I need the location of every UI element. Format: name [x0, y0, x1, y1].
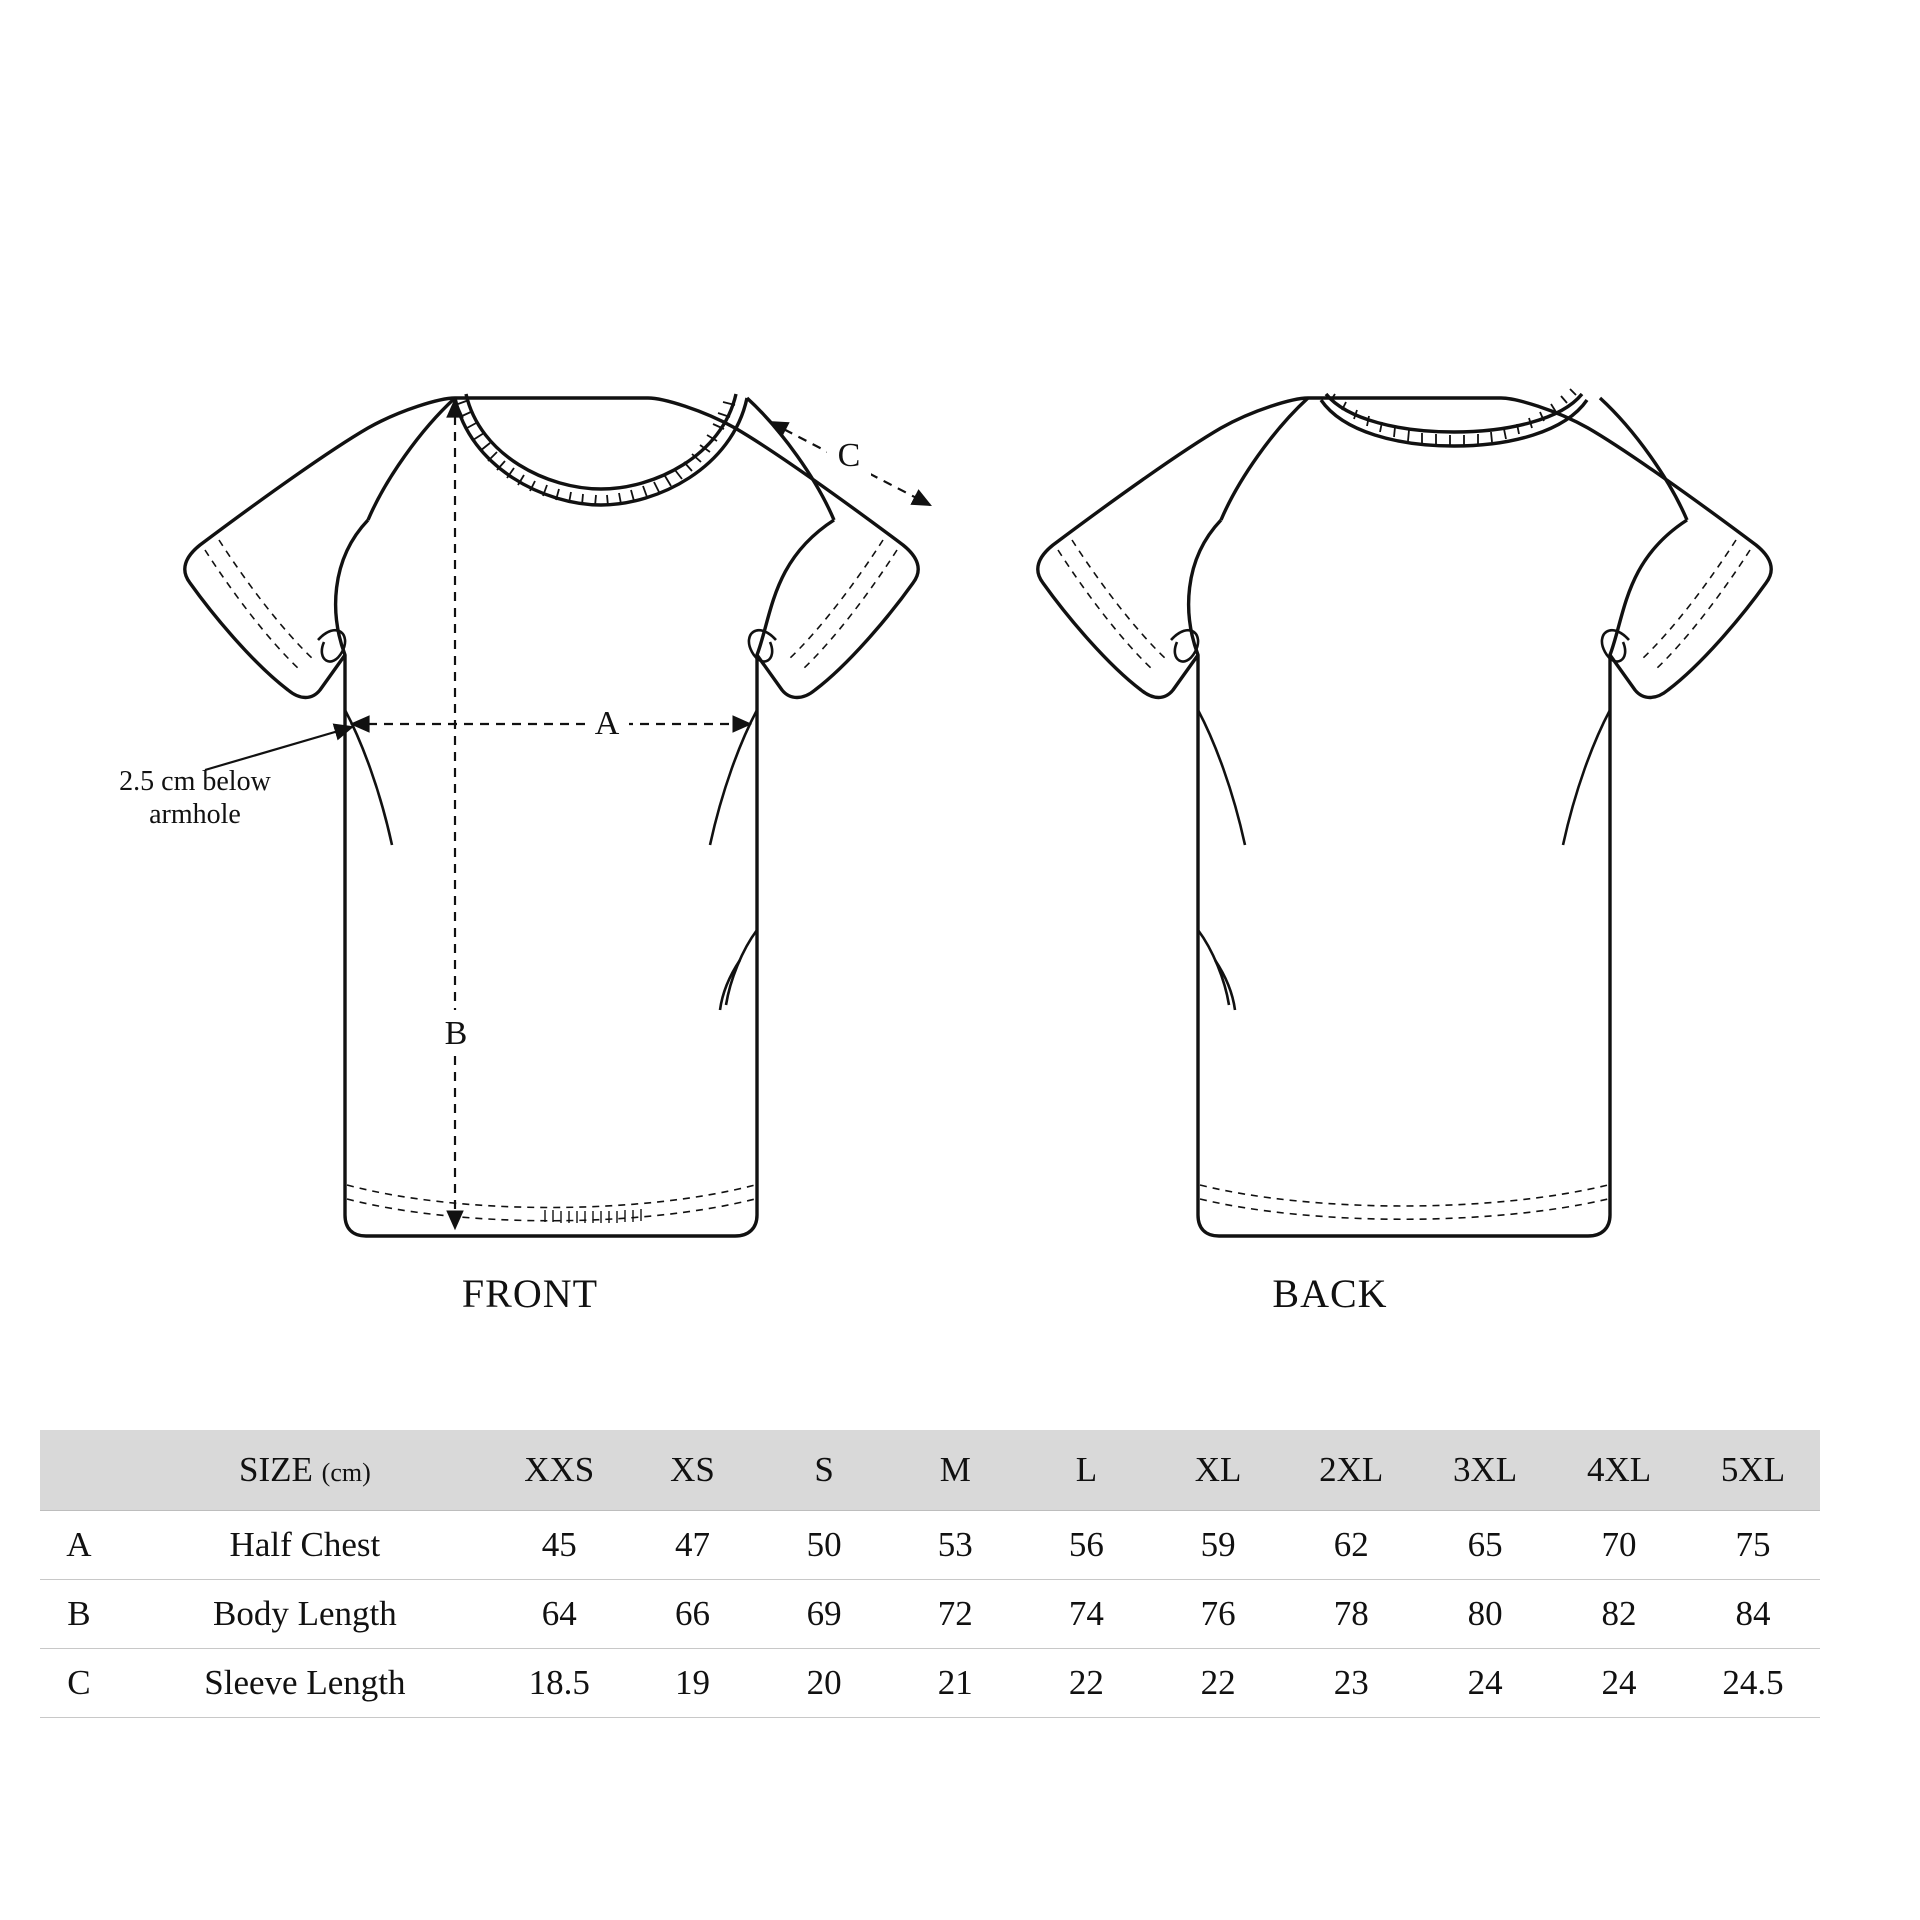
table-row: [40, 1511, 1820, 1580]
row-c-3xl: 24: [1418, 1649, 1552, 1718]
header-size-xl: XL: [1152, 1430, 1284, 1511]
header-size-label: [118, 1430, 492, 1511]
row-b-2xl: 78: [1284, 1580, 1418, 1649]
size-table-wrapper: [40, 1430, 1880, 1718]
table-row: [40, 1649, 1820, 1718]
header-size-m: M: [890, 1430, 1021, 1511]
row-c-key: C: [40, 1649, 118, 1718]
header-size-2xl: 2XL: [1284, 1430, 1418, 1511]
row-c-5xl: 24.5: [1686, 1649, 1820, 1718]
row-b-xxs: 64: [492, 1580, 626, 1649]
marker-b-label: B: [444, 1015, 468, 1052]
note-leader-line: [205, 727, 352, 770]
row-c-xl: 22: [1152, 1649, 1284, 1718]
row-a-xs: 47: [627, 1511, 759, 1580]
row-c-4xl: 24: [1552, 1649, 1686, 1718]
front-view-caption: FRONT: [461, 1271, 599, 1316]
header-size-l: L: [1021, 1430, 1152, 1511]
header-size-text: SIZE: [239, 1450, 313, 1489]
row-b-xs: 66: [627, 1580, 759, 1649]
row-c-s: 20: [759, 1649, 890, 1718]
row-a-4xl: 70: [1552, 1511, 1686, 1580]
marker-c-label: C: [837, 437, 861, 474]
row-a-2xl: 62: [1284, 1511, 1418, 1580]
row-c-l: 22: [1021, 1649, 1152, 1718]
header-key: [40, 1430, 118, 1511]
row-a-label: Half Chest: [118, 1511, 492, 1580]
row-b-key: B: [40, 1580, 118, 1649]
header-size-4xl: 4XL: [1552, 1430, 1686, 1511]
row-c-m: 21: [890, 1649, 1021, 1718]
row-a-key: A: [40, 1511, 118, 1580]
marker-a-label: A: [594, 705, 620, 742]
row-c-xxs: 18.5: [492, 1649, 626, 1718]
header-size-xs: XS: [627, 1430, 759, 1511]
row-b-5xl: 84: [1686, 1580, 1820, 1649]
row-a-s: 50: [759, 1511, 890, 1580]
row-b-m: 72: [890, 1580, 1021, 1649]
row-b-label: Body Length: [118, 1580, 492, 1649]
size-table-head: [40, 1430, 1820, 1511]
row-b-l: 74: [1021, 1580, 1152, 1649]
row-a-3xl: 65: [1418, 1511, 1552, 1580]
armhole-note: 2.5 cm below armhole: [119, 766, 271, 831]
back-view-caption: BACK: [1272, 1271, 1388, 1316]
row-a-m: 53: [890, 1511, 1021, 1580]
size-table-body: [40, 1511, 1820, 1718]
row-a-5xl: 75: [1686, 1511, 1820, 1580]
header-size-3xl: 3XL: [1418, 1430, 1552, 1511]
row-a-xxs: 45: [492, 1511, 626, 1580]
header-size-5xl: 5XL: [1686, 1430, 1820, 1511]
measure-annotations: [205, 400, 930, 1228]
row-c-2xl: 23: [1284, 1649, 1418, 1718]
row-c-label: Sleeve Length: [118, 1649, 492, 1718]
row-b-4xl: 82: [1552, 1580, 1686, 1649]
row-a-xl: 59: [1152, 1511, 1284, 1580]
row-b-xl: 76: [1152, 1580, 1284, 1649]
table-row: [40, 1580, 1820, 1649]
size-table-header-row: [40, 1430, 1820, 1511]
size-table: [40, 1430, 1820, 1718]
header-size-xxs: XXS: [492, 1430, 626, 1511]
row-a-l: 56: [1021, 1511, 1152, 1580]
header-size-s: S: [759, 1430, 890, 1511]
back-shirt: [1038, 389, 1771, 1236]
row-b-s: 69: [759, 1580, 890, 1649]
row-c-xs: 19: [627, 1649, 759, 1718]
row-b-3xl: 80: [1418, 1580, 1552, 1649]
header-unit-text: (cm): [321, 1458, 371, 1487]
